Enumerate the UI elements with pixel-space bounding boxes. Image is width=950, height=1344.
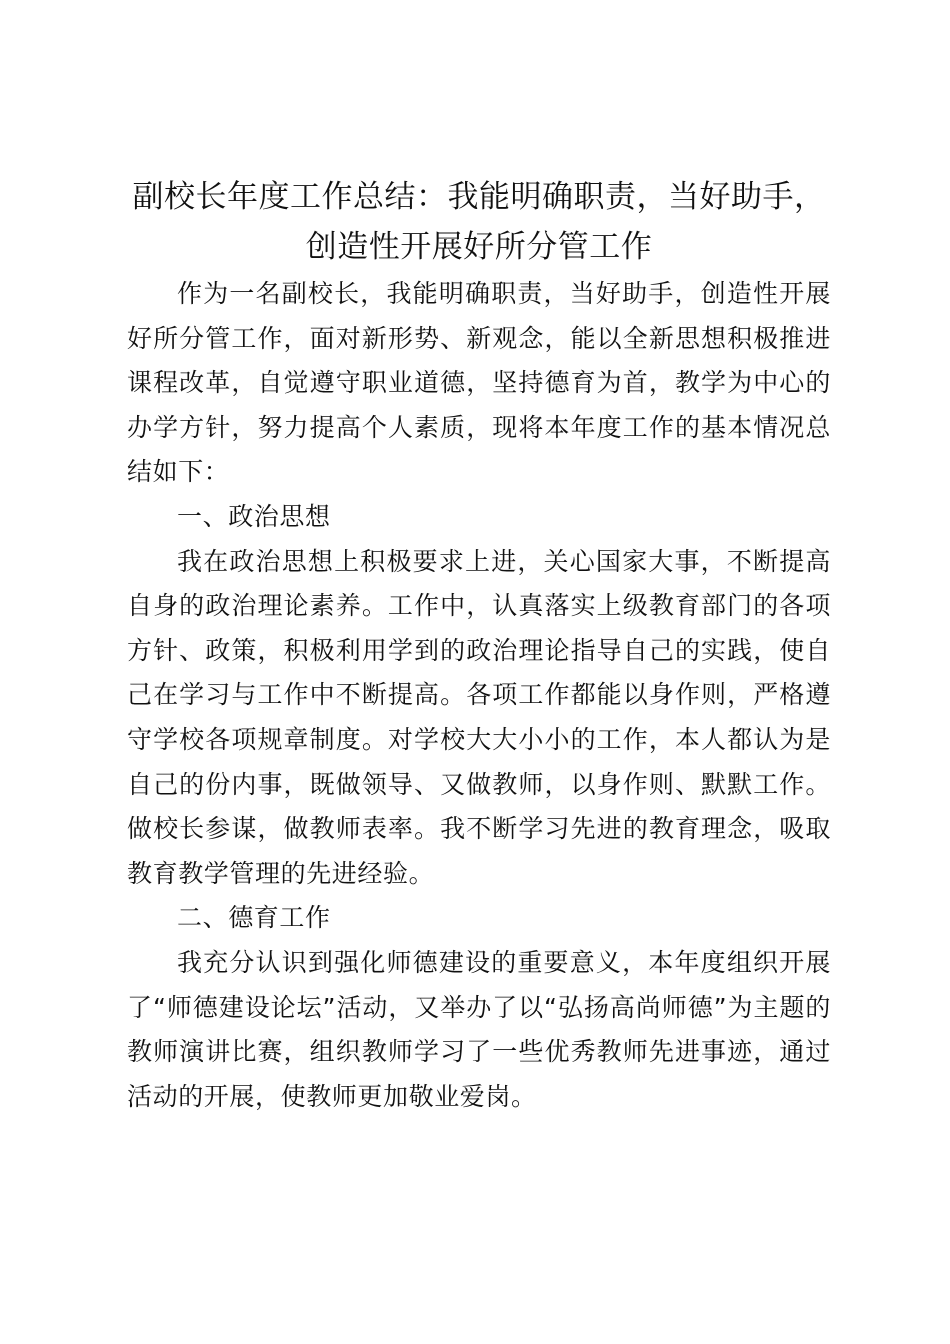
document-body bbox=[127, 172, 831, 1119]
intro-paragraph: 作为一名副校长，我能明确职责，当好助手，创造性开展好所分管工作，面对新形势、新观念，能以全新思想积极推进课程改革，自觉遵守职业道德，坚持德育为首，教学为中心的办学方针，努力提高个人素质，现将本年度工作的基本情况总结如下： bbox=[127, 279, 831, 487]
section-heading-moral-education: 二、德育工作 bbox=[177, 903, 331, 933]
section-heading-political-thought: 一、政治思想 bbox=[177, 501, 331, 531]
document-title: 副校长年度工作总结：我能明确职责，当好助手，创造性开展好所分管工作 bbox=[132, 179, 826, 265]
section-body-moral-education: 我充分认识到强化师德建设的重要意义，本年度组织开展了“师德建设论坛”活动，又举办了以“弘扬高尚师德”为主题的教师演讲比赛，组织教师学习了一些优秀教师先进事迹，通过活动的开展，使教师更加敬业爱岗。 bbox=[127, 947, 831, 1111]
section-body-political-thought: 我在政治思想上积极要求上进，关心国家大事，不断提高自身的政治理论素养。工作中，认真落实上级教育部门的各项方针、政策，积极利用学到的政治理论指导自己的实践，使自己在学习与工作中不断提高。各项工作都能以身作则，严格遵守学校各项规章制度。对学校大大小小的工作，本人都认为是自己的份内事，既做领导、又做教师，以身作则、默默工作。做校长参谋，做教师表率。我不断学习先进的教育理念，吸取教育教学管理的先进经验。 bbox=[127, 546, 831, 888]
